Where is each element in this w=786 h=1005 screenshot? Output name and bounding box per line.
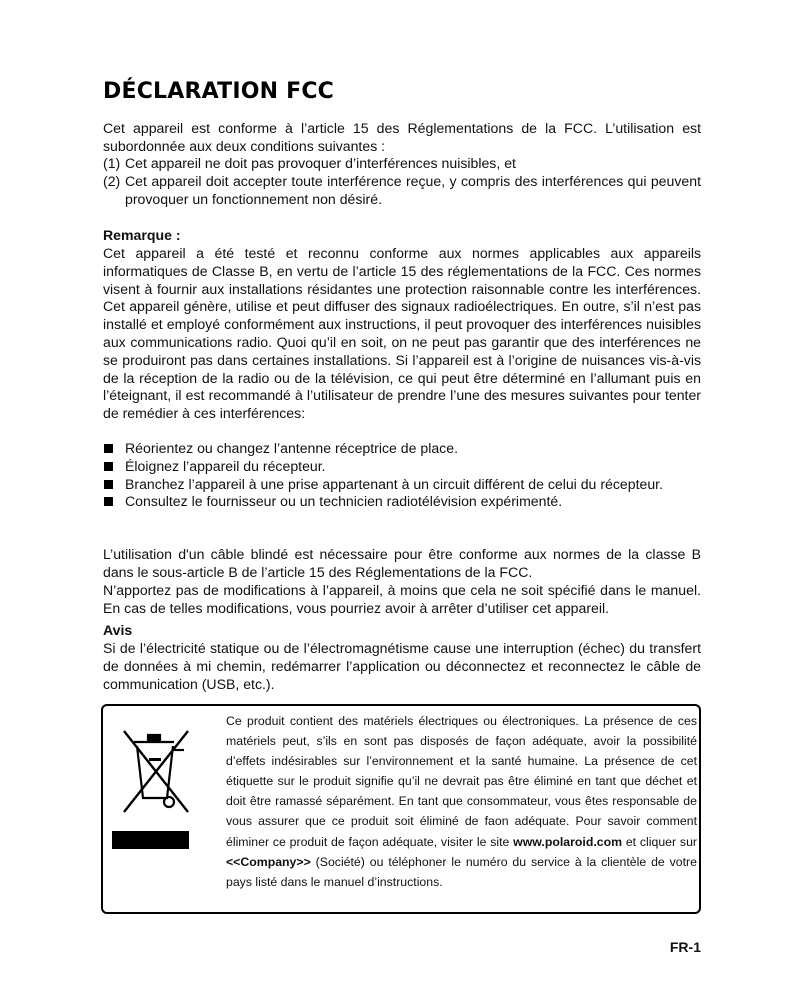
list-item <box>103 440 701 458</box>
list-item-text: Branchez l’appareil à une prise appartenant à un circuit différent de celui du récepteur. <box>125 475 663 492</box>
intro-paragraph: Cet appareil est conforme à l’article 15 des Réglementations de la FCC. L’utilisation est subordonnée aux deux conditions suivantes : <box>103 120 701 154</box>
condition-item <box>103 173 701 209</box>
weee-text-part: et cliquer sur <box>622 834 698 849</box>
list-item <box>103 476 701 494</box>
condition-item <box>103 155 701 173</box>
measures-list <box>103 440 701 511</box>
condition-number: (2) <box>103 172 121 189</box>
weee-text-part: Ce produit contient des matériels électriques ou électroniques. La présence de ces matériels peut, s’ils en sont pas disposés de façon adéquate, avoir la possibilité d’effets indésirables sur l’environnement et la santé humaine. La présence de cet étiquette sur le produit signifie qu’il ne devrait pas être éliminé en tant que déchet et doit être ramassé séparément. En tant que consommateur, vous êtes responsable de vous assurer que ce produit soit éliminé de faon adéquate. Pour savoir comment éliminer ce produit de façon adéquate, visiter le site <box>226 714 697 849</box>
remark-paragraph: Cet appareil a été testé et reconnu conforme aux normes applicables aux appareils informatiques de Classe B, en vertu de l’article 15 des réglementations de la FCC. Ces normes visent à fournir aux installations résidantes une protection raisonnable contre les interférences. Cet appareil génère, utilise et peut diffuser des signaux radioélectriques. En outre, s’il n’est pas installé et employé conformément aux instructions, il peut provoquer des interférences nuisibles aux communications radio. Quoi qu’il en soit, on ne peut pas garantir que des interférences ne se produiront pas dans certaines installations. Si l’appareil est à l’origine de nuisances vis-à-vis de la réception de la radio ou de la télévision, ce qui peut être déterminé en l’allumant puis en l’éteignant, il est recommandé à l’utilisateur de prendre l’une des mesures suivantes pour tenter de remédier à ces interférences: <box>103 245 701 422</box>
avis-heading: Avis <box>103 622 133 638</box>
company-link: <<Company>> <box>226 854 311 869</box>
weee-notice-box <box>101 704 701 914</box>
list-item-text: Consultez le fournisseur ou un technicien radiotélévision expérimenté. <box>125 493 563 510</box>
condition-text: Cet appareil doit accepter toute interférence reçue, y compris des interférences qui peuvent provoquer un fonctionnement non désiré. <box>125 172 701 207</box>
bullet-square-icon <box>103 440 125 458</box>
bullet-square-icon <box>103 458 125 476</box>
crossed-out-bin-icon <box>112 716 202 826</box>
list-item-text: Éloignez l’appareil du récepteur. <box>125 457 326 474</box>
website-link: www.polaroid.com <box>513 834 623 849</box>
bullet-square-icon <box>103 493 125 511</box>
condition-number: (1) <box>103 155 121 171</box>
condition-text: Cet appareil ne doit pas provoquer d’interférences nuisibles, et <box>125 155 516 171</box>
weee-black-bar <box>112 831 189 849</box>
remark-heading: Remarque : <box>103 227 181 243</box>
cable-paragraph: L’utilisation d'un câble blindé est nécessaire pour être conforme aux normes de la classe B dans le sous-article B de l’article 15 des Réglementations de la FCC. <box>103 546 701 580</box>
conditions-list <box>103 155 701 208</box>
page-number: FR-1 <box>669 939 701 955</box>
list-item <box>103 493 701 511</box>
modification-paragraph: N’apportez pas de modifications à l’appareil, à moins que cela ne soit spécifié dans le manuel. En cas de telles modifications, vous pourriez avoir à arrêter d’utiliser cet appareil. <box>103 582 701 616</box>
page-title: DÉCLARATION FCC <box>103 79 335 104</box>
list-item <box>103 458 701 476</box>
avis-paragraph: Si de l’électricité statique ou de l’électromagnétisme cause une interruption (échec) du transfert de données à mi chemin, redémarrer l’application ou déconnectez et reconnectez le câble de communication (USB, etc.). <box>103 640 701 692</box>
weee-notice-text <box>226 711 697 892</box>
bullet-square-icon <box>103 476 125 494</box>
weee-text-part: (Société) ou téléphoner le numéro du service à la clientèle de votre pays listé dans le manuel d’instructions. <box>226 854 697 889</box>
list-item-text: Réorientez ou changez l’antenne réceptrice de place. <box>125 440 458 456</box>
